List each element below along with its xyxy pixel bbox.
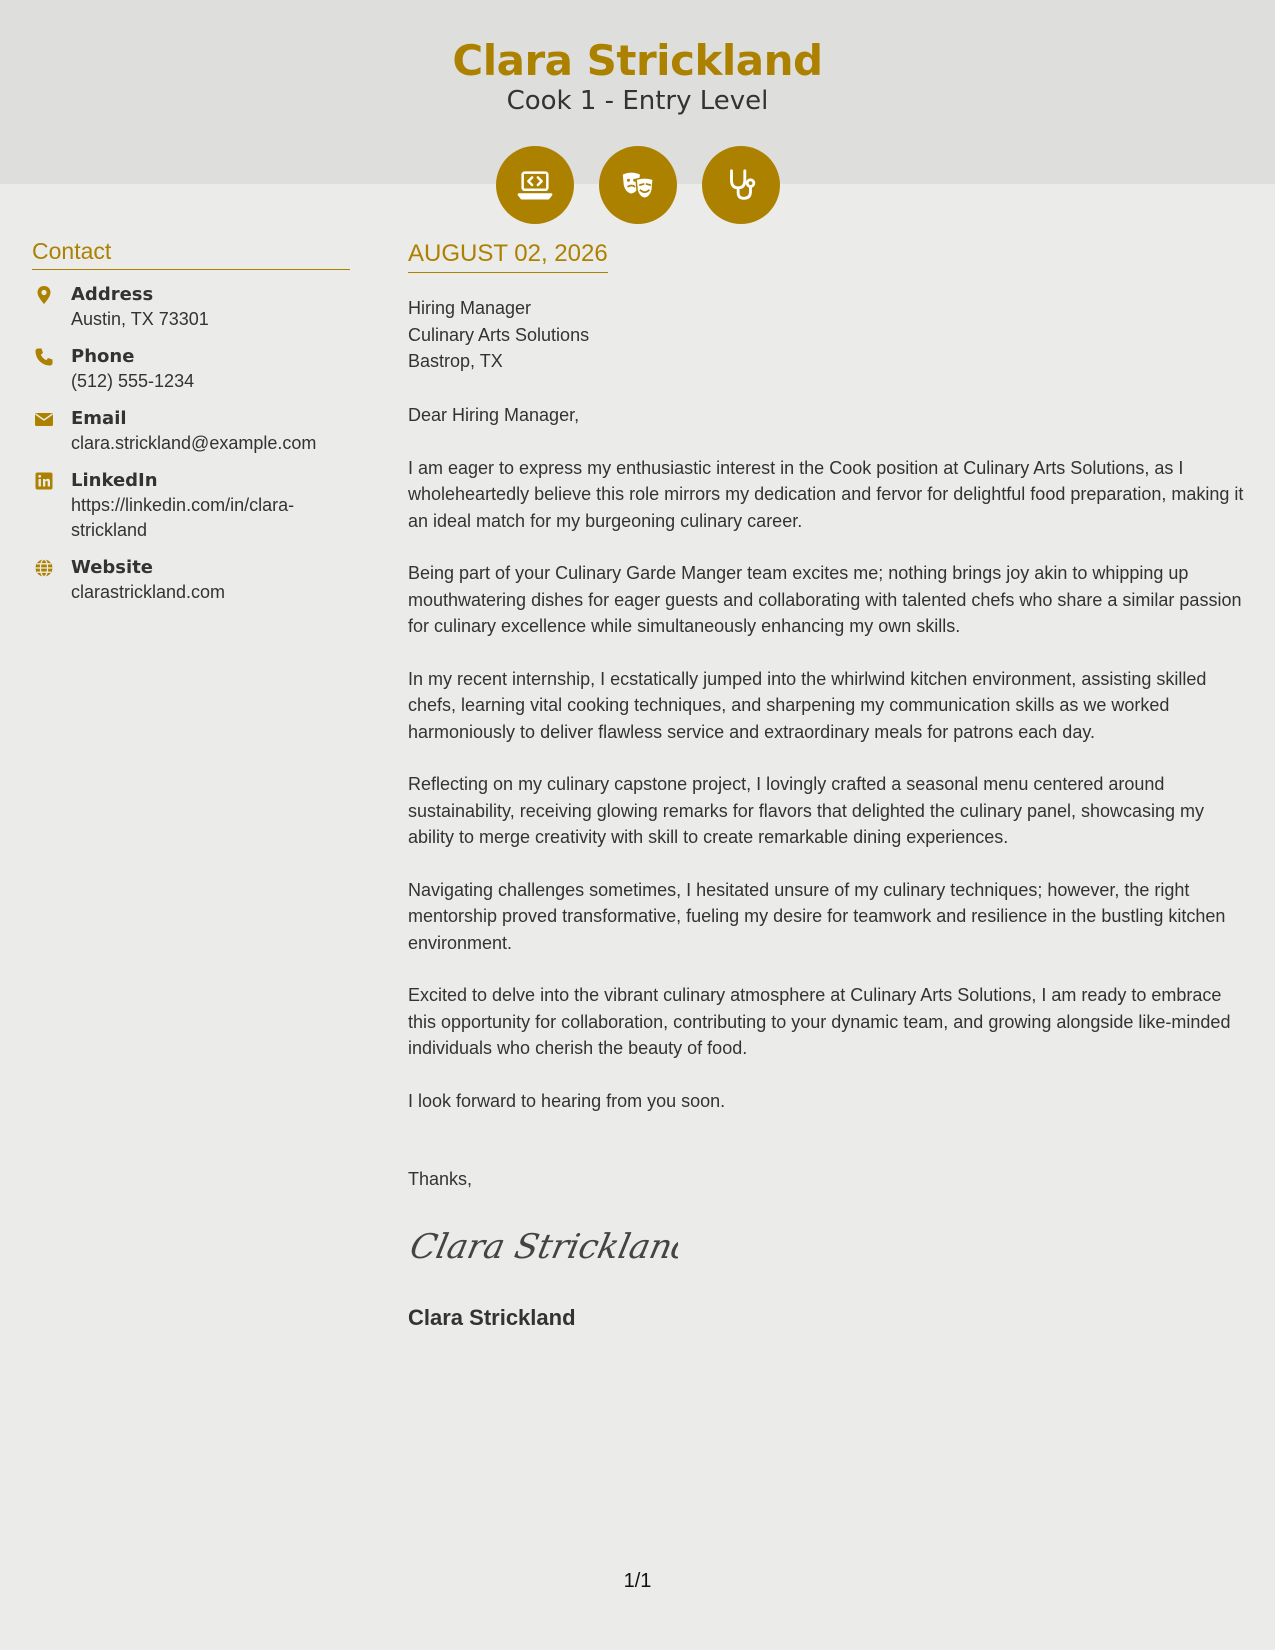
applicant-name: Clara Strickland (452, 36, 823, 85)
laptop-code-icon (496, 146, 574, 224)
contact-label: LinkedIn (71, 470, 158, 491)
letter-paragraph: Reflecting on my culinary capstone project, I lovingly crafted a seasonal menu centered around sustainability, receiving glowing remarks for flavors that delighted the culinary panel, showcasing my ability to merge creativity with skill to create remarkable dining experiences. (408, 774, 1205, 847)
recipient-line: Hiring Manager (408, 298, 532, 318)
recipient-line: Bastrop, TX (408, 351, 503, 371)
contact-value: clara.strickland@example.com (71, 433, 317, 453)
contact-label: Website (71, 557, 154, 578)
envelope-icon (34, 409, 54, 429)
letter-body (408, 240, 1253, 1331)
contact-linkedin (32, 468, 350, 543)
letter-paragraph: I am eager to express my enthusiastic interest in the Cook position at Culinary Arts Solutions, as I wholeheartedly believe this role mirrors my dedication and fervor for delightful food preparation, making it an ideal match for my burgeoning culinary career. (408, 457, 1244, 531)
contact-phone (32, 344, 350, 394)
contact-label: Email (71, 408, 127, 429)
recipient-line: Culinary Arts Solutions (408, 324, 590, 345)
contact-heading: Contact (32, 238, 350, 270)
theater-masks-icon (599, 146, 677, 224)
handwritten-signature (408, 1222, 678, 1272)
contact-value: (512) 555-1234 (71, 371, 195, 391)
recipient-block (408, 295, 1253, 375)
greeting: Dear Hiring Manager, (408, 404, 580, 425)
stethoscope-icon (702, 146, 780, 224)
letter-paragraph: Navigating challenges sometimes, I hesitated unsure of my culinary techniques; however, the right mentorship proved transformative, fueling my desire for teamwork and resilience in the bustling kitchen environment. (408, 879, 1226, 953)
contact-value: Austin, TX 73301 (71, 309, 209, 329)
letter-date: AUGUST 02, 2026 (408, 240, 608, 273)
contact-address (32, 282, 350, 332)
contact-label: Phone (71, 346, 135, 367)
contact-value: clarastrickland.com (71, 582, 226, 602)
contact-sidebar (32, 238, 350, 617)
contact-value: https://linkedin.com/in/clara-strickland (71, 495, 295, 540)
closing: Thanks, (408, 1169, 473, 1189)
linkedin-icon (34, 471, 54, 491)
signature-text: Clara Strickland (408, 1227, 678, 1267)
contact-email (32, 406, 350, 456)
contact-website (32, 555, 350, 605)
signed-name: Clara Strickland (408, 1305, 576, 1330)
letter-paragraph: Being part of your Culinary Garde Manger team excites me; nothing brings joy akin to whipping up mouthwatering dishes for eager guests and collaborating with talented chefs who share a similar passion for culinary excellence while simultaneously enhancing my own skills. (408, 563, 1242, 636)
letter-paragraph: Excited to delve into the vibrant culinary atmosphere at Culinary Arts Solutions, I am ready to embrace this opportunity for collaboration, contributing to your dynamic team, and growing alongside like-minded individuals who cherish the beauty of food. (408, 985, 1231, 1058)
letter-paragraph: I look forward to hearing from you soon. (408, 1090, 726, 1111)
header-icons (496, 146, 780, 224)
job-title: Cook 1 - Entry Level (506, 86, 769, 116)
letter-paragraph: In my recent internship, I ecstatically jumped into the whirlwind kitchen environment, assisting skilled chefs, learning vital cooking techniques, and sharpening my communication skills as we worked harmoniously to deliver flawless service and extraordinary meals for patrons each day. (408, 668, 1207, 742)
page-number: 1/1 (623, 1570, 652, 1592)
map-pin-icon (34, 285, 54, 305)
phone-icon (34, 347, 54, 367)
globe-icon (34, 558, 54, 578)
contact-label: Address (71, 284, 154, 305)
